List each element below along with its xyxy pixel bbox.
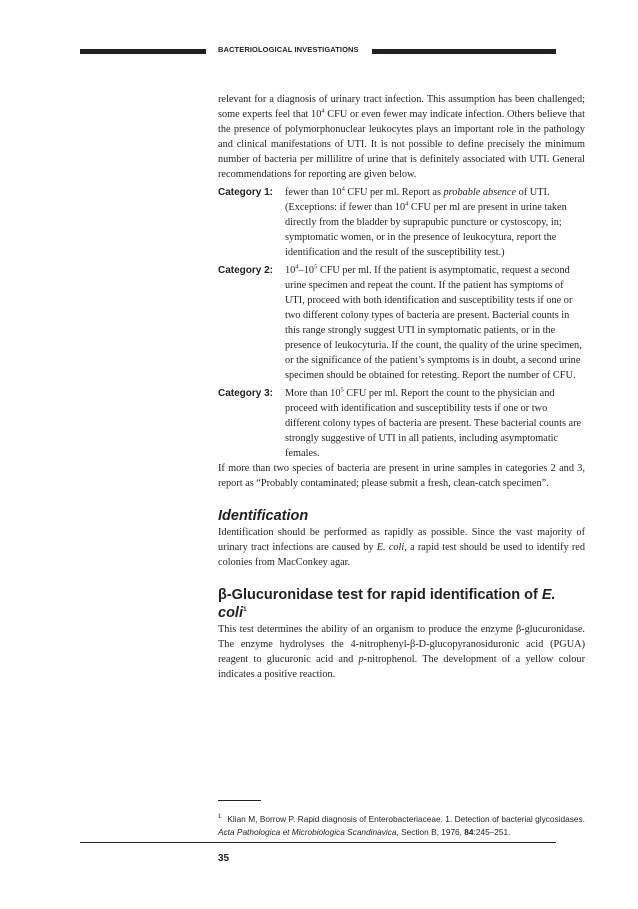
glucuronidase-heading: β-Glucuronidase test for rapid identification of E. coli$^1$ (218, 587, 556, 621)
category-1 (218, 185, 585, 260)
identification-heading: Identification (218, 508, 309, 524)
running-header: BACTERIOLOGICAL INVESTIGATIONS (218, 45, 359, 54)
category-3-text: More than $10^5$ CFU per ml. Report the count to the physician and proceed with identification and susceptibility tests if one or two different colony types of bacteria are present. These bacterial counts are strongly suggestive of UTI in all patients, including asymptomatic females. (285, 386, 582, 459)
footnote-rule (218, 800, 261, 801)
intro-paragraph: relevant for a diagnosis of urinary tract infection. This assumption has been challenged; some experts feel that $10^4$ CFU or even fewer may indicate infection. Others believe that the presence of polymorphonuclear leukocytes plays an important role in the pathology and clinical manifestations of UTI. It is not possible to define precisely the minimum number of bacteria per millilitre of urine that is definitely associated with UTI. General recommendations for reporting are given below. (218, 94, 585, 180)
contamination-paragraph: If more than two species of bacteria are present in urine samples in categories 2 and 3, report as “Probably contaminated; please submit a fresh, clean-catch specimen”. (218, 463, 585, 489)
glucuronidase-paragraph: This test determines the ability of an organism to produce the enzyme β-glucuronidase. The enzyme hydrolyses the 4-nitrophenyl-β-D-glucopyranosiduronic acid (PGUA) reagent to glucuronic acid and p-nitrophenol. The development of a yellow colour indicates a positive reaction. (218, 624, 586, 680)
category-2-text: $10^4-10^5$ CFU per ml. If the patient is asymptomatic, request a second urine specimen and repeat the count. If the patient has symptoms of UTI, proceed with both identification and susceptibility tests if one or two different colony types of bacteria are present. Bacterial counts in this range strongly suggest UTI in symptomatic patients, or in the presence of leukocyturia. If the count, the quality of the urine specimen, or the significance of the patient’s symptoms is in doubt, a second urine specimen should be obtained for retesting. Report the number of CFU. (285, 263, 582, 381)
header-rule-left (80, 49, 206, 54)
category-1-text: fewer than $10^4$ CFU per ml. Report as probable absence of UTI. (Exceptions: if fewer than $10^4$ CFU per ml are present in urine taken directly from the bladder by suprapubic puncture or cystoscopy, in; symptomatic women, or in the presence of leukocytura, report the identification and the result of the susceptibility test.) (285, 185, 567, 258)
category-2-label: Category 2: (218, 265, 274, 276)
category-1-label: Category 1: (218, 187, 274, 198)
category-3 (218, 386, 585, 461)
footer-rule (80, 842, 556, 843)
page-number: 35 (218, 853, 230, 864)
category-2 (218, 263, 585, 383)
category-3-label: Category 3: (218, 388, 274, 399)
header-rule-right (372, 49, 556, 54)
main-content (218, 92, 585, 682)
footnote: $^1$ Klian M, Borrow P. Rapid diagnosis of Enterobacteriaceae. 1. Detection of bacterial glycosidases. Acta Pathologica et Microbiologica Scandinavica, Section B, 1976, 84:245–251. (218, 814, 585, 837)
identification-paragraph: Identification should be performed as rapidly as possible. Since the vast majority of urinary tract infections are caused by E. coli, a rapid test should be used to identify red colonies from MacConkey agar. (218, 527, 585, 568)
